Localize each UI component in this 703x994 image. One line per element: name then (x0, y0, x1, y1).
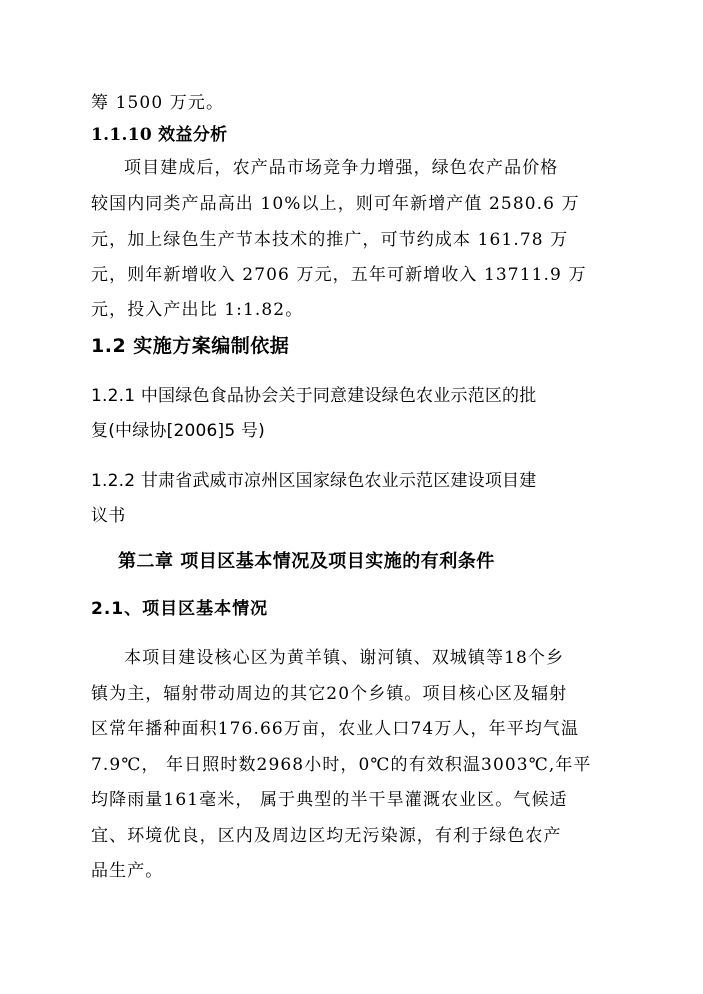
paragraph-line: 本项目建设核心区为黄羊镇、谢河镇、双城镇等18个乡 (124, 648, 565, 668)
paragraph-line: 品生产。 (91, 861, 164, 881)
paragraph-line: 项目建成后，农产品市场竞争力增强，绿色农产品价格 (124, 158, 559, 178)
paragraph-line: 元，投入产出比 1:1.82。 (91, 300, 304, 320)
paragraph-line: 筹 1500 万元。 (91, 93, 225, 113)
paragraph-line: 区常年播种面积176.66万亩，农业人口74万人，年平均气温 (91, 719, 580, 739)
paragraph-line: 镇为主，辐射带动周边的其它20个乡镇。项目核心区及辐射 (91, 684, 568, 704)
paragraph-line: 均降雨量161毫米， 属于典型的半干旱灌溉农业区。气候适 (91, 790, 568, 810)
reference-item-1-2-2: 1.2.2 甘肃省武威市凉州区国家绿色农业示范区建设项目建 (91, 471, 537, 491)
paragraph-line: 较国内同类产品高出 10%以上，则可年新增产值 2580.6 万 (91, 194, 580, 214)
chapter-title: 第二章 项目区基本情况及项目实施的有利条件 (118, 551, 495, 572)
section-heading-1-1-10: 1.1.10 效益分析 (91, 125, 228, 145)
paragraph-line: 元，加上绿色生产节本技术的推广，可节约成本 161.78 万 (91, 230, 569, 250)
paragraph-line: 7.9℃， 年日照时数2968小时，0℃的有效积温3003℃,年平 (91, 755, 592, 775)
reference-item-1-2-1: 1.2.1 中国绿色食品协会关于同意建设绿色农业示范区的批 (91, 386, 537, 406)
section-heading-2-1: 2.1、项目区基本情况 (91, 599, 269, 619)
paragraph-line: 元，则年新增收入 2706 万元，五年可新增收入 13711.9 万 (91, 265, 587, 285)
reference-item-1-2-1-cont: 复(中绿协[2006]5 号) (91, 421, 266, 441)
paragraph-line: 宜、环境优良，区内及周边区均无污染源，有利于绿色农产 (91, 826, 562, 846)
section-heading-1-2: 1.2 实施方案编制依据 (91, 335, 290, 357)
reference-item-1-2-2-cont: 议书 (91, 506, 126, 526)
